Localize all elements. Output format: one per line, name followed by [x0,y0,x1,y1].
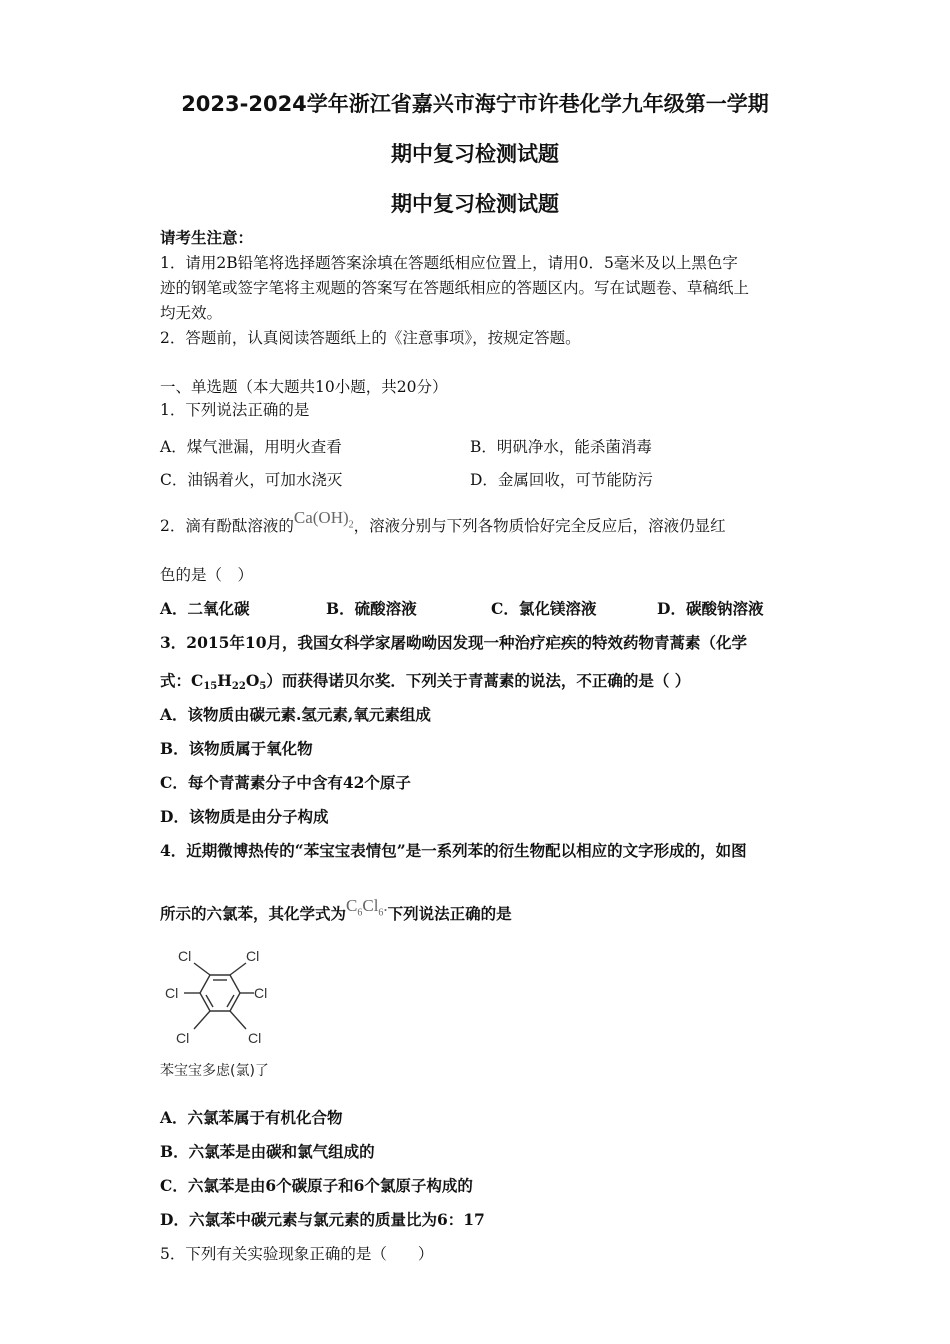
q2-option-c: C．氯化镁溶液 [491,599,597,618]
cl-label-top-left: Cl [178,948,192,964]
cl-label-bottom-right: Cl [248,1030,262,1046]
cl-label-right: Cl [254,985,268,1001]
hexachlorobenzene-structure [160,945,280,1057]
q2-option-d: D．碳酸钠溶液 [657,599,764,618]
q3-option-d: D．该物质是由分子构成 [160,807,329,826]
q4-stem-line-2 [160,896,512,932]
notice-item-1-line-3: 均无效。 [160,304,223,322]
notice-item-1-line-2: 迹的钢笔或签字笔将主观题的答案写在答题纸相应的答题区内。写在试题卷、草稿纸上 [160,279,750,297]
q2-formula-main: Ca(OH) [293,508,349,527]
cl-label-top-right: Cl [246,948,260,964]
q4-formula-sub-1: 6 [357,907,363,919]
q3-stem-line-2 [160,670,690,698]
q1-stem: 1．下列说法正确的是 [160,401,310,419]
q3-sub-15: 15 [203,681,218,692]
q2-stem-pre: 2．滴有酚酞溶液的 [160,517,294,535]
page-subtitle: 期中复习检测试题 [391,142,559,166]
q2-option-b: B．硫酸溶液 [326,599,417,618]
q3-formula-h: H [217,671,232,690]
q3-stem-line-1: 3．2015年10月，我国女科学家屠呦呦因发现一种治疗疟疾的特效药物青蒿素（化学 [160,633,747,652]
q2-formula-sub: 2 [348,519,354,531]
q4-stem-line-1: 4．近期微博热传的“苯宝宝表情包”是一系列苯的衍生物配以相应的文字形成的，如图 [160,841,747,860]
q1-option-a: A．煤气泄漏，用明火查看 [160,438,342,456]
q3-formula-c: 式：C [160,671,204,690]
q4-formula-cl: Cl [362,896,379,915]
q5-stem: 5．下列有关实验现象正确的是（ ） [160,1245,434,1263]
q2-stem [160,508,726,544]
q4-formula [346,896,388,919]
q2-formula [293,508,354,531]
q4-stem-post: 下列说法正确的是 [387,904,512,923]
notice-item-1-line-1: 1．请用2B铅笔将选择题答案涂填在答题纸相应位置上，请用0．5毫米及以上黑色字 [160,254,738,272]
cl-label-bottom-left: Cl [176,1030,190,1046]
q1-option-b: B．明矾净水，能杀菌消毒 [470,438,652,456]
q3-stem-post: ）而获得诺贝尔奖．下列关于青蒿素的说法，不正确的是（ ） [266,671,691,690]
q4-formula-c: C [346,896,358,915]
q4-option-a: A．六氯苯属于有机化合物 [160,1108,343,1127]
notice-heading: 请考生注意： [160,228,254,247]
q2-stem-line-2: 色的是（ ） [160,566,254,584]
page-title: 2023-2024学年浙江省嘉兴市海宁市许巷化学九年级第一学期 [181,92,769,116]
q2-option-a: A．二氧化碳 [160,599,250,618]
q4-stem-pre: 所示的六氯苯，其化学式为 [160,904,347,923]
q3-sub-5: 5 [259,681,267,692]
page-subtitle-repeat: 期中复习检测试题 [391,192,559,216]
q4-option-d: D．六氯苯中碳元素与氯元素的质量比为6：17 [160,1210,485,1229]
section-heading: 一、单选题（本大题共10小题，共20分） [160,378,448,396]
figure-caption: 苯宝宝多虑(氯)了 [160,1063,269,1079]
q1-option-c: C．油锅着火，可加水浇灭 [160,471,343,489]
q2-stem-post: ，溶液分别与下列各物质恰好完全反应后，溶液仍显红 [353,517,726,535]
q3-option-b: B．该物质属于氧化物 [160,739,313,758]
cl-label-left: Cl [165,985,179,1001]
q1-option-d: D．金属回收，可节能防污 [470,471,653,489]
q3-option-c: C．每个青蒿素分子中含有42个原子 [160,773,411,792]
q4-option-c: C．六氯苯是由6个碳原子和6个氯原子构成的 [160,1176,473,1195]
q3-option-a: A．该物质由碳元素.氢元素,氧元素组成 [160,705,431,724]
q4-formula-dot: . [383,896,388,915]
q4-formula-sub-2: 6 [378,907,384,919]
q3-sub-22: 22 [231,681,246,692]
notice-item-2: 2．答题前，认真阅读答题纸上的《注意事项》，按规定答题。 [160,329,581,347]
q3-formula-o: O [245,671,260,690]
q4-option-b: B．六氯苯是由碳和氯气组成的 [160,1142,375,1161]
